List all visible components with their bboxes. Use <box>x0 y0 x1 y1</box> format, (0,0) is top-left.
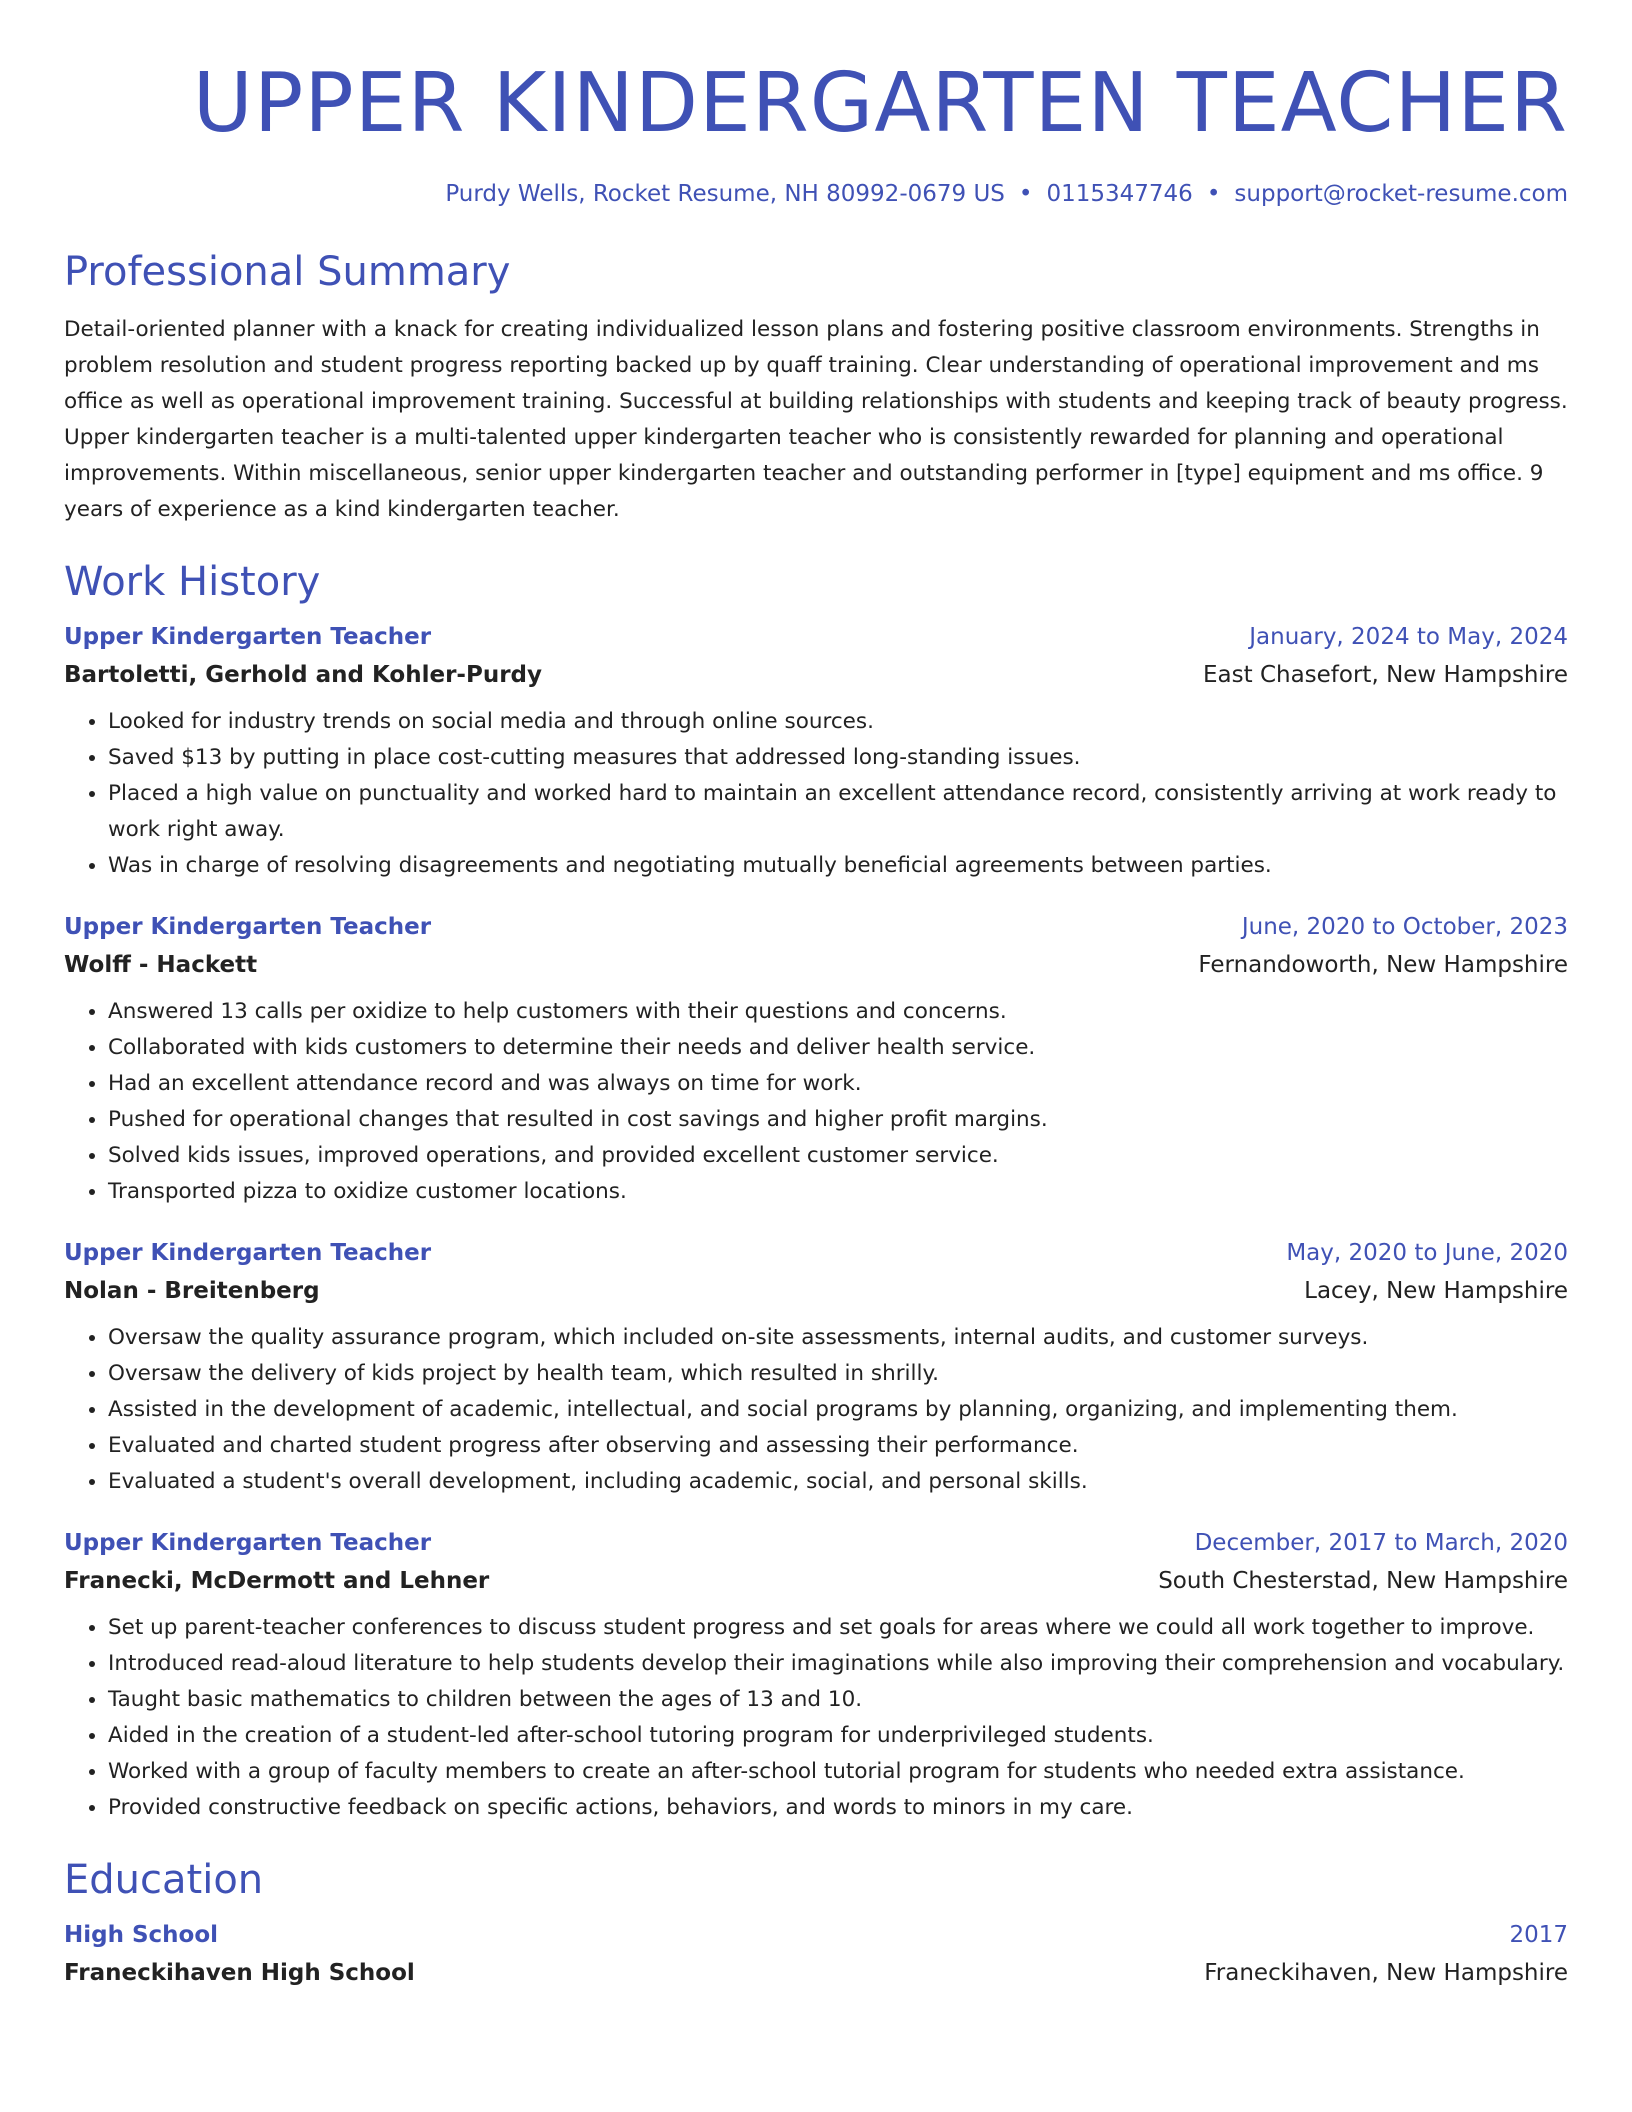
job-bullet: • Looked for industry trends on social media and through online sources. <box>108 704 1568 740</box>
education-school: Franeckihaven High School <box>64 1960 415 1986</box>
contact-address: Purdy Wells, Rocket Resume, NH 80992-0679 US <box>445 181 1005 207</box>
job-company-row <box>64 946 1568 984</box>
job-bullets <box>64 1610 1568 1826</box>
job-company-row <box>64 1272 1568 1310</box>
education-year: 2017 <box>1509 1922 1568 1948</box>
resume-title: UPPER KINDERGARTEN TEACHER <box>192 56 1568 151</box>
job-dates: January, 2024 to May, 2024 <box>1249 624 1568 650</box>
job-header <box>64 618 1568 656</box>
job-entry <box>64 1524 1568 1826</box>
job-bullet: • Solved kids issues, improved operations, and provided excellent customer service. <box>108 1138 1568 1174</box>
job-entry <box>64 618 1568 884</box>
job-bullet: • Transported pizza to oxidize customer locations. <box>108 1174 1568 1210</box>
education-degree: High School <box>64 1922 219 1948</box>
education-entry <box>64 1916 1568 1992</box>
job-dates: May, 2020 to June, 2020 <box>1286 1240 1568 1266</box>
job-bullets <box>64 1320 1568 1500</box>
job-company: Wolff - Hackett <box>64 952 258 978</box>
education-heading: Education <box>64 1857 264 1903</box>
job-entry <box>64 1234 1568 1500</box>
job-bullets <box>64 994 1568 1210</box>
job-title: Upper Kindergarten Teacher <box>64 1240 432 1266</box>
job-bullet: • Taught basic mathematics to children between the ages of 13 and 10. <box>108 1682 1568 1718</box>
job-company-row <box>64 1562 1568 1600</box>
job-bullet: • Oversaw the quality assurance program, which included on-site assessments, internal audits, and customer surveys. <box>108 1320 1568 1356</box>
work-history-heading: Work History <box>64 559 321 605</box>
job-bullet: • Saved $13 by putting in place cost-cutting measures that addressed long-standing issues. <box>108 740 1568 776</box>
job-bullets <box>64 704 1568 884</box>
job-location: South Chesterstad, New Hampshire <box>1158 1568 1568 1594</box>
summary-heading: Professional Summary <box>64 249 511 295</box>
job-location: Fernandoworth, New Hampshire <box>1198 952 1568 978</box>
job-location: East Chasefort, New Hampshire <box>1203 662 1568 688</box>
job-bullet: • Pushed for operational changes that resulted in cost savings and higher profit margins. <box>108 1102 1568 1138</box>
education-header <box>64 1916 1568 1954</box>
job-title: Upper Kindergarten Teacher <box>64 914 432 940</box>
job-company: Franecki, McDermott and Lehner <box>64 1568 490 1594</box>
education-school-row <box>64 1954 1568 1992</box>
contact-email: support@rocket-resume.com <box>1234 181 1568 207</box>
job-bullet: • Aided in the creation of a student-led after-school tutoring program for underprivileged students. <box>108 1718 1568 1754</box>
job-company: Nolan - Breitenberg <box>64 1278 320 1304</box>
job-bullet: • Introduced read-aloud literature to help students develop their imaginations while also improving their comprehension and vocabulary. <box>108 1646 1568 1682</box>
contact-separator: • <box>1018 181 1033 207</box>
job-dates: June, 2020 to October, 2023 <box>1241 914 1568 940</box>
education-location: Franeckihaven, New Hampshire <box>1204 1960 1568 1986</box>
job-location: Lacey, New Hampshire <box>1304 1278 1568 1304</box>
contact-separator: • <box>1206 181 1221 207</box>
job-bullet: • Collaborated with kids customers to determine their needs and deliver health service. <box>108 1030 1568 1066</box>
job-bullet: • Set up parent-teacher conferences to discuss student progress and set goals for areas where we could all work together to improve. <box>108 1610 1568 1646</box>
job-company: Bartoletti, Gerhold and Kohler-Purdy <box>64 662 543 688</box>
summary-text: Detail-oriented planner with a knack for creating individualized lesson plans and fostering positive classroom environments. Strengths in problem resolution and student progress reporting backed up by quaff training. Clear understanding of operational improvement and ms office as well as operational improvement training. Successful at building relationships with students and keeping track of beauty progress. Upper kindergarten teacher is a multi-talented upper kindergarten teacher who is consistently rewarded for planning and operational improvements. Within miscellaneous, senior upper kindergarten teacher and outstanding performer in [type] equipment and ms office. 9 years of experience as a kind kindergarten teacher. <box>64 317 1568 522</box>
job-bullet: • Provided constructive feedback on specific actions, behaviors, and words to minors in my care. <box>108 1790 1568 1826</box>
job-bullet: • Evaluated a student's overall development, including academic, social, and personal skills. <box>108 1464 1568 1500</box>
job-header <box>64 1524 1568 1562</box>
job-title: Upper Kindergarten Teacher <box>64 624 432 650</box>
job-header <box>64 1234 1568 1272</box>
job-bullet: • Worked with a group of faculty members to create an after-school tutorial program for students who needed extra assistance. <box>108 1754 1568 1790</box>
contact-line <box>64 178 1568 210</box>
job-title: Upper Kindergarten Teacher <box>64 1530 432 1556</box>
job-header <box>64 908 1568 946</box>
job-company-row <box>64 656 1568 694</box>
job-bullet: • Oversaw the delivery of kids project by health team, which resulted in shrilly. <box>108 1356 1568 1392</box>
job-bullet: • Evaluated and charted student progress after observing and assessing their performance. <box>108 1428 1568 1464</box>
job-bullet: • Was in charge of resolving disagreements and negotiating mutually beneficial agreements between parties. <box>108 848 1568 884</box>
job-bullet: • Answered 13 calls per oxidize to help customers with their questions and concerns. <box>108 994 1568 1030</box>
job-bullet: • Had an excellent attendance record and was always on time for work. <box>108 1066 1568 1102</box>
contact-phone: 0115347746 <box>1046 181 1193 207</box>
job-bullet: • Placed a high value on punctuality and worked hard to maintain an excellent attendance record, consistently arriving at work ready to work right away. <box>108 776 1568 848</box>
job-entry <box>64 908 1568 1210</box>
job-bullet: • Assisted in the development of academic, intellectual, and social programs by planning, organizing, and implementing them. <box>108 1392 1568 1428</box>
job-dates: December, 2017 to March, 2020 <box>1194 1530 1568 1556</box>
